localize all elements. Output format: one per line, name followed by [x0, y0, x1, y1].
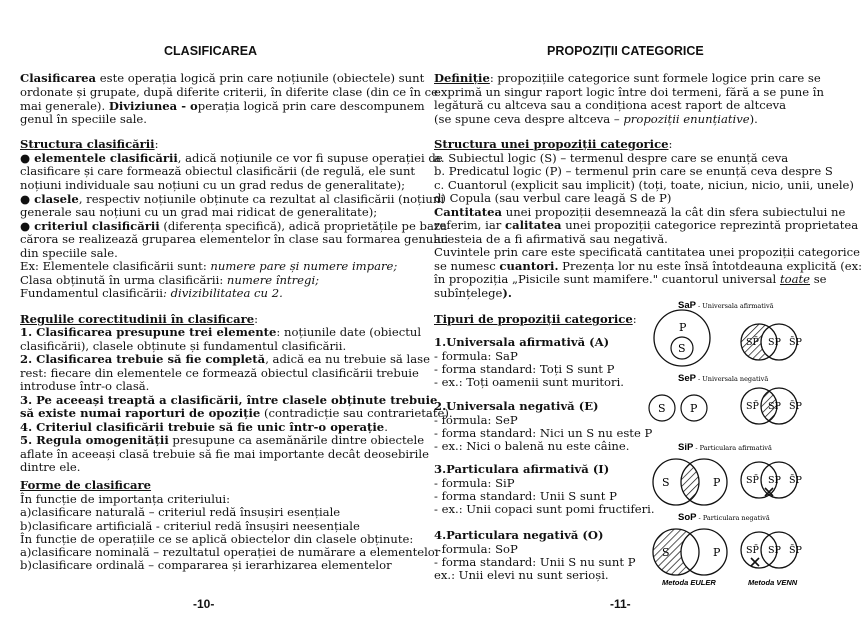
text-line: din speciile sale. — [20, 246, 118, 260]
text-line: subînțelege). — [434, 286, 512, 300]
paragraph-line: mai generale). Diviziunea - operația logică prin care descompunem — [20, 99, 425, 113]
text-line: acesteia de a fi afirmativă sau negativă. — [434, 232, 668, 246]
venn-label: S̄P — [789, 401, 802, 412]
type-e-title: 2.Universala negativă (E) — [434, 399, 599, 413]
venn-label: SP̄ — [746, 337, 759, 348]
venn-label: S̄P — [789, 545, 802, 556]
text-line: în propoziția „Pisicile sunt mamifere." cuantorul universal toate se — [434, 272, 827, 286]
sip-caption: SiP - Particulara afirmativă — [678, 442, 772, 453]
type-a-formula: - formula: SaP — [434, 349, 518, 363]
page-title: CLASIFICAREA — [164, 44, 258, 58]
paragraph-line: ordonate și grupate, după diferite criterii, în diferite clase (din ce în ce — [20, 85, 439, 99]
venn-label: S̄P — [789, 337, 802, 348]
sop-caption: SoP - Particulara negativă — [678, 512, 770, 523]
example-line: Ex: Elementele clasificării sunt: numere pare și numere impare; — [20, 259, 398, 273]
venn-label: SP̄ — [746, 475, 759, 486]
text-line: În funcție de importanța criteriului: — [20, 492, 231, 506]
text-line: c. Cuantorul (explicit sau implicit) (toți, toate, niciun, nicio, unii, unele) — [434, 178, 854, 192]
text-line: Cuvintele prin care este specificată cantitatea unei propoziții categorice — [434, 245, 860, 259]
euler-p-circle — [654, 310, 710, 366]
rule-line: să existe numai raporturi de opoziție (contradicție sau contrarietate). — [20, 406, 453, 420]
section-heading: Structura clasificării: — [20, 137, 159, 151]
text-line: d) Copula (sau verbul care leagă S de P) — [434, 191, 672, 205]
rule-line: 1. Clasificarea presupune trei elemente: noțiunile date (obiectul — [20, 325, 422, 339]
venn-label: SP̄ — [746, 401, 759, 412]
euler-s-label: S — [658, 402, 666, 415]
venn-label: S̄P — [789, 475, 802, 486]
text-line: b)clasificare ordinală – compararea și ierarhizarea elementelor — [20, 558, 392, 572]
rule-line: 3. Pe aceeași treaptă a clasificării, între clasele obținute trebuie — [20, 393, 438, 407]
type-a-standard: - forma standard: Toți S sunt P — [434, 362, 615, 376]
type-i-example: - ex.: Unii copaci sunt pomi fructiferi. — [434, 502, 655, 516]
euler-p-label: P — [713, 546, 721, 559]
type-o-example: ex.: Unii elevi nu sunt serioși. — [434, 568, 609, 582]
section-heading: Structura unei propoziții categorice: — [434, 137, 673, 151]
page-number: -11- — [610, 597, 631, 611]
type-a-title: 1.Universala afirmativă (A) — [434, 335, 610, 349]
text-line: introduse într-o clasă. — [20, 379, 150, 393]
text-line: În funcție de operațiile ce se aplică obiectelor din clasele obținute: — [20, 532, 414, 546]
sap-caption: SaP - Universala afirmativă — [678, 300, 774, 311]
text-line: a. Subiectul logic (S) – termenul despre care se enunță ceva — [434, 151, 789, 165]
euler-p-label: P — [713, 476, 721, 489]
type-i-title: 3.Particulara afirmativă (I) — [434, 462, 610, 476]
type-e-formula: - formula: SeP — [434, 413, 518, 427]
venn-existence-mark — [751, 558, 759, 566]
euler-s-label: S — [662, 546, 670, 559]
example-line: Clasa obținută în urma clasificării: numere întregi; — [20, 273, 320, 287]
text-line: aflate în aceeași clasă trebuie să fie mai importante decât deosebirile — [20, 447, 429, 461]
text-line: b)clasificare artificială - criteriul redă însușiri neesențiale — [20, 519, 360, 533]
text-line: clasificare și care formează obiectul clasificării (de regulă, ele sunt — [20, 164, 416, 178]
text-line: a)clasificare nominală – rezultatul operației de numărare a elementelor — [20, 545, 441, 559]
venn-label: SP — [768, 545, 781, 556]
text-line: exprimă un singur raport logic între doi termeni, fără a se pune în — [434, 85, 824, 99]
definition-line: Definiție: propozițiile categorice sunt formele logice prin care se — [434, 71, 821, 85]
text-line: generale sau noțiuni cu un grad mai ridicat de generalitate); — [20, 205, 378, 219]
type-e-standard: - forma standard: Nici un S nu este P — [434, 426, 653, 440]
euler-s-label: S — [662, 476, 670, 489]
text-line: dintre ele. — [20, 460, 81, 474]
text-line: clasificării), clasele obținute și fundamentul clasificării. — [20, 339, 347, 353]
venn-label: SP — [768, 401, 781, 412]
euler-venn-diagrams — [624, 296, 828, 594]
text-line: se numesc cuantori. Prezența lor nu este însă întotdeauna explicită (ex: — [434, 259, 862, 273]
type-e-example: - ex.: Nici o balenă nu este câine. — [434, 439, 630, 453]
paragraph-line: genul în speciile sale. — [20, 112, 147, 126]
rule-line: 4. Criteriul clasificării trebuie să fie unic într-o operație. — [20, 420, 388, 434]
example-line: Fundamentul clasificării: divizibilitatea cu 2. — [20, 286, 283, 300]
section-heading: Tipuri de propoziții categorice: — [434, 312, 637, 326]
euler-s-label: S — [678, 342, 686, 355]
text-line: cărora se realizează gruparea elementelor în clase sau formarea genului — [20, 232, 449, 246]
euler-p-label: P — [690, 402, 698, 415]
text-line: Cantitatea unei propoziții desemnează la cât din sfera subiectului ne — [434, 205, 846, 219]
rule-line: 2. Clasificarea trebuie să fie completă, adică ea nu trebuie să lase — [20, 352, 430, 366]
text-line: noțiuni individuale sau noțiuni cu un grad redus de generalitate); — [20, 178, 406, 192]
text-line: b. Predicatul logic (P) – termenul prin care se enunță ceva despre S — [434, 164, 833, 178]
rule-line: 5. Regula omogenității presupune ca asemănările dintre obiectele — [20, 433, 425, 447]
type-a-example: - ex.: Toți oamenii sunt muritori. — [434, 375, 624, 389]
bullet-line: ● clasele, respectiv noțiunile obținute ca rezultat al clasificării (noțiuni — [20, 192, 445, 206]
right-page — [414, 0, 862, 640]
page-number: -10- — [193, 597, 215, 611]
type-o-title: 4.Particulara negativă (O) — [434, 528, 604, 542]
bullet-line: ● elementele clasificării, adică noțiunile ce vor fi supuse operației de — [20, 151, 443, 165]
text-line: referim, iar calitatea unei propoziții categorice reprezintă proprietatea — [434, 218, 859, 232]
venn-label: SP̄ — [746, 545, 759, 556]
page-title: PROPOZIȚII CATEGORICE — [547, 44, 704, 58]
text-line: rest: fiecare din elementele ce formează obiectul clasificării trebuie — [20, 366, 419, 380]
venn-label: SP — [768, 337, 781, 348]
sep-caption: SeP - Universala negativă — [678, 373, 769, 384]
euler-method-label: Metoda EULER — [662, 578, 716, 587]
text-line: a)clasificare naturală – criteriul redă însușiri esențiale — [20, 505, 341, 519]
text-line: (se spune ceva despre altceva – propoziții enunțiative). — [434, 112, 758, 126]
type-i-standard: - forma standard: Unii S sunt P — [434, 489, 617, 503]
type-o-standard: - forma standard: Unii S nu sunt P — [434, 555, 636, 569]
type-o-formula: - formula: SoP — [434, 542, 518, 556]
section-heading: Forme de clasificare — [20, 478, 152, 492]
text-line: legătură cu altceva sau a condiționa acest raport de altceva — [434, 98, 787, 112]
venn-method-label: Metoda VENN — [748, 578, 798, 587]
bullet-line: ● criteriul clasificării (diferența specifică), adică proprietățile pe baza — [20, 219, 447, 233]
section-heading: Regulile corectitudinii în clasificare: — [20, 312, 259, 326]
type-i-formula: - formula: SiP — [434, 476, 515, 490]
euler-p-label: P — [679, 321, 687, 334]
venn-label: SP — [768, 475, 781, 486]
paragraph-line: Clasificarea este operația logică prin care noțiunile (obiectele) sunt — [20, 71, 425, 85]
